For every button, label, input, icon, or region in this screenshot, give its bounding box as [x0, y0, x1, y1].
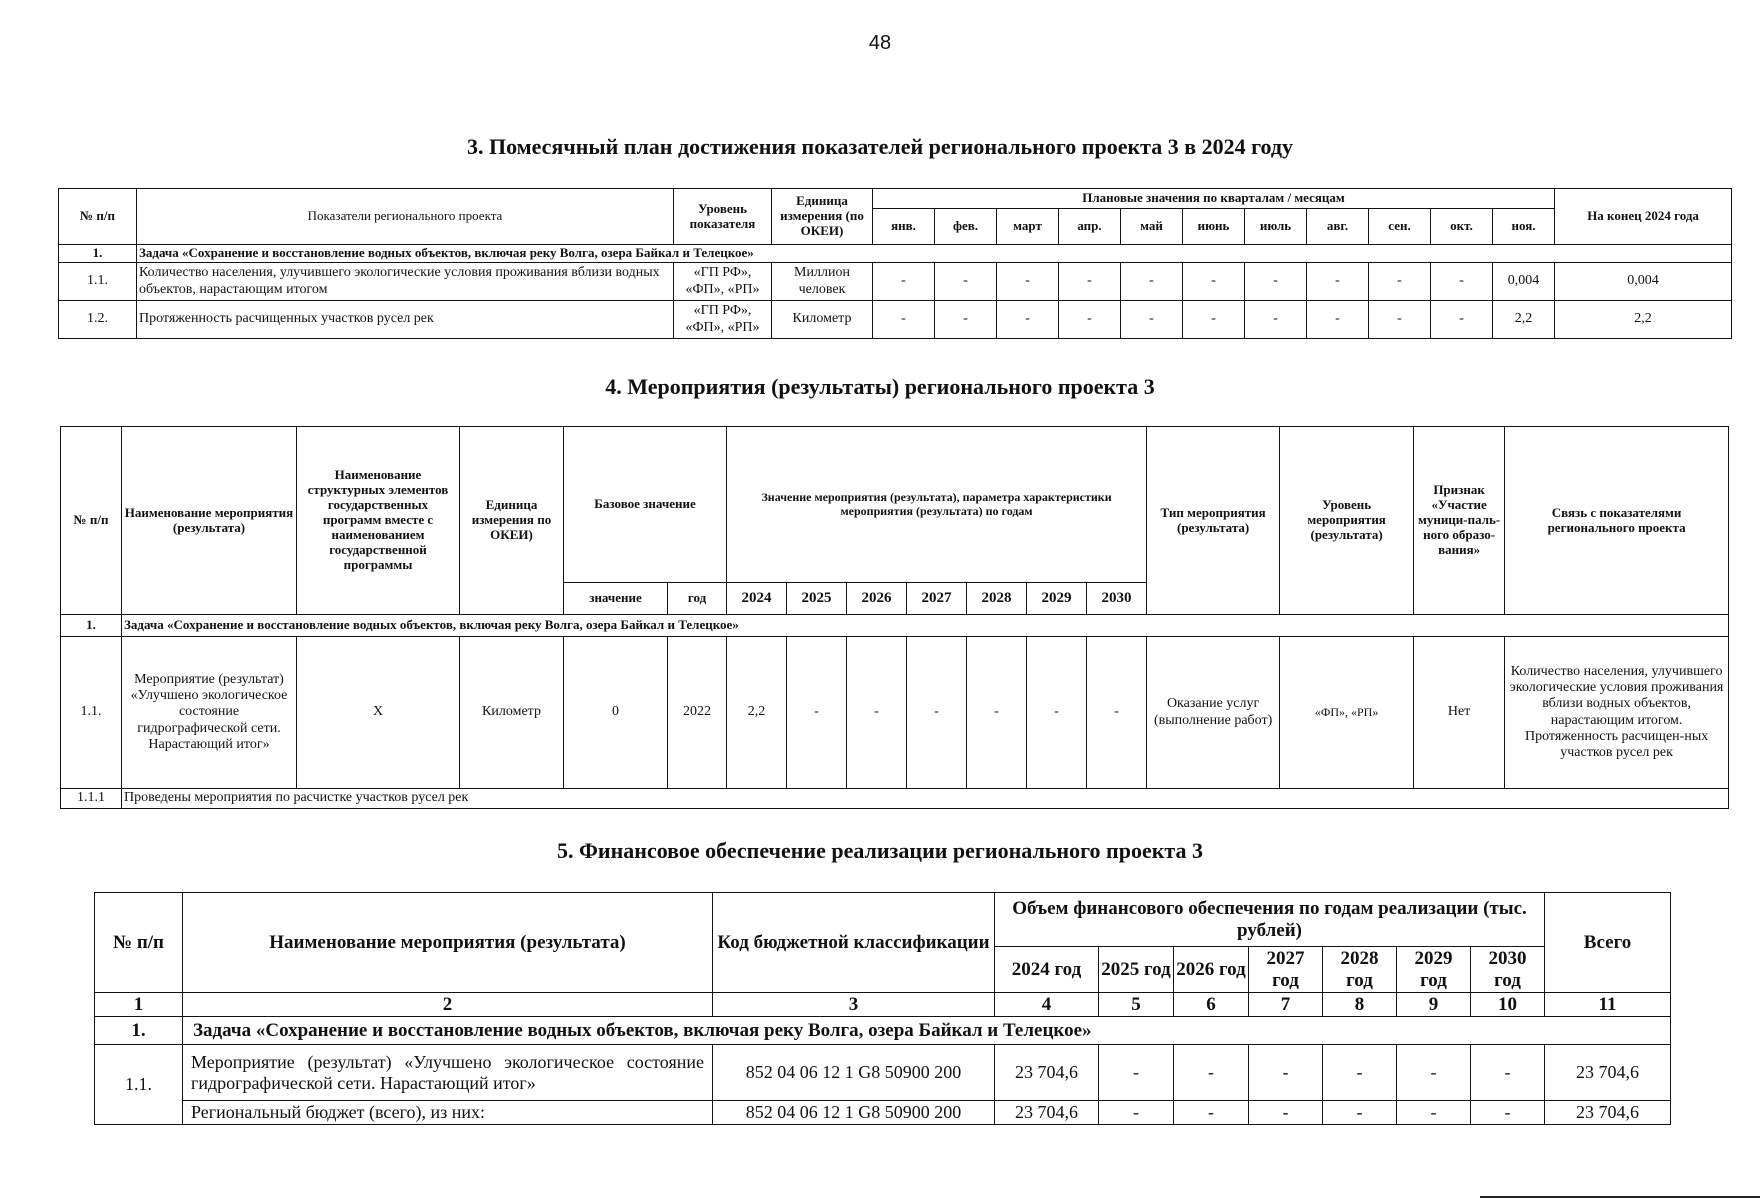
month-header: сен. [1369, 209, 1431, 245]
table-row [61, 637, 1729, 789]
year-value: - [967, 637, 1027, 789]
row-name: Мероприятие (результат) «Улучшено экологическое состояние гидрографической сети. Нарастающий итог» [122, 637, 297, 789]
section4-title: 4. Мероприятия (результаты) регионального проекта 3 [605, 374, 1155, 399]
month-value: 2,2 [1493, 301, 1555, 339]
year-header: 2029 [1027, 583, 1087, 615]
task-num: 1. [59, 245, 137, 263]
month-header: май [1121, 209, 1183, 245]
month-header: март [997, 209, 1059, 245]
year-value: 23 704,6 [995, 1101, 1099, 1125]
year-value: - [1174, 1045, 1249, 1101]
header-level: Уровень мероприятия (результата) [1280, 427, 1414, 615]
row-link: Количество населения, улучившего экологические условия проживания вблизи водных объектов, нарастающим итогом. Протяженность расчищен-ных участков русел рек [1505, 637, 1729, 789]
header-base: Базовое значение [564, 427, 727, 583]
monthly-plan-table [58, 188, 1732, 339]
year-header: 2028 [967, 583, 1027, 615]
header-values: Значение мероприятия (результата), параметра характеристики мероприятия (результата) по годам [727, 427, 1147, 583]
task-text: Задача «Сохранение и восстановление водных объектов, включая реку Волга, озера Байкал и Телецкое» [137, 245, 1732, 263]
year-header: 2027 [907, 583, 967, 615]
column-number: 2 [183, 993, 713, 1017]
month-value: - [935, 263, 997, 301]
month-value: - [1369, 301, 1431, 339]
sub-text: Проведены мероприятия по расчистке участков русел рек [122, 789, 1729, 809]
header-name: Наименование мероприятия (результата) [183, 893, 713, 993]
month-value: - [1431, 301, 1493, 339]
year-value: - [1099, 1045, 1174, 1101]
month-value: - [1245, 301, 1307, 339]
row-unit: Миллион человек [772, 263, 873, 301]
year-header: 2024 год [995, 947, 1099, 993]
year-value: - [1087, 637, 1147, 789]
year-value: - [847, 637, 907, 789]
column-number: 10 [1471, 993, 1545, 1017]
month-header: ноя. [1493, 209, 1555, 245]
column-number: 9 [1397, 993, 1471, 1017]
month-header: янв. [873, 209, 935, 245]
year-value: - [1323, 1101, 1397, 1125]
row-base-value: 0 [564, 637, 668, 789]
year-value: - [787, 637, 847, 789]
month-value: - [873, 263, 935, 301]
month-value: - [1183, 263, 1245, 301]
year-value: - [1471, 1045, 1545, 1101]
month-value: - [1059, 263, 1121, 301]
row-level: «ГП РФ», «ФП», «РП» [674, 301, 772, 339]
month-header: июнь [1183, 209, 1245, 245]
row-name: Протяженность расчищенных участков русел рек [137, 301, 674, 339]
sub-num: 1.1.1 [61, 789, 122, 809]
year-header: 2030 год [1471, 947, 1545, 993]
month-header: окт. [1431, 209, 1493, 245]
table-row [95, 1045, 1671, 1101]
row-name: Региональный бюджет (всего), из них: [183, 1101, 713, 1125]
column-number: 11 [1545, 993, 1671, 1017]
month-value: - [997, 263, 1059, 301]
row-num: 1.1. [95, 1045, 183, 1125]
month-value: - [1059, 301, 1121, 339]
year-value: - [1174, 1101, 1249, 1125]
row-num: 1.1. [59, 263, 137, 301]
month-value: 0,004 [1493, 263, 1555, 301]
row-num: 1.1. [61, 637, 122, 789]
task-num: 1. [95, 1017, 183, 1045]
month-value: - [1121, 263, 1183, 301]
month-header: апр. [1059, 209, 1121, 245]
table-row [59, 263, 1732, 301]
column-number: 1 [95, 993, 183, 1017]
month-value: - [997, 301, 1059, 339]
row-base-year: 2022 [668, 637, 727, 789]
year-value: - [1323, 1045, 1397, 1101]
financing-table [94, 892, 1671, 1125]
end-value: 2,2 [1555, 301, 1732, 339]
page-edge-line [1480, 1196, 1760, 1198]
header-total: Всего [1545, 893, 1671, 993]
task-text: Задача «Сохранение и восстановление водных объектов, включая реку Волга, озера Байкал и Телецкое» [183, 1017, 1671, 1045]
row-code: 852 04 06 12 1 G8 50900 200 [713, 1045, 995, 1101]
header-level: Уровень показателя [674, 189, 772, 245]
year-value: - [1249, 1101, 1323, 1125]
year-header: 2029 год [1397, 947, 1471, 993]
row-municipal: Нет [1414, 637, 1505, 789]
year-value: - [1249, 1045, 1323, 1101]
header-municipal: Признак «Участие муници-паль-ного образо-вания» [1414, 427, 1505, 615]
header-unit: Единица измерения по ОКЕИ) [460, 427, 564, 615]
header-num: № п/п [61, 427, 122, 615]
row-code: 852 04 06 12 1 G8 50900 200 [713, 1101, 995, 1125]
row-type: Оказание услуг (выполнение работ) [1147, 637, 1280, 789]
month-header: июль [1245, 209, 1307, 245]
header-link: Связь с показателями регионального проекта [1505, 427, 1729, 615]
month-value: - [1121, 301, 1183, 339]
section3-title: 3. Помесячный план достижения показателей регионального проекта 3 в 2024 году [466, 134, 1294, 159]
year-header: 2026 год [1174, 947, 1249, 993]
row-structural: X [297, 637, 460, 789]
year-header: 2030 [1087, 583, 1147, 615]
year-header: 2025 [787, 583, 847, 615]
header-unit: Единица измерения (по ОКЕИ) [772, 189, 873, 245]
column-number: 3 [713, 993, 995, 1017]
end-value: 0,004 [1555, 263, 1732, 301]
year-value: - [1027, 637, 1087, 789]
header-structural: Наименование структурных элементов государственных программ вместе с наименованием государственной программы [297, 427, 460, 615]
row-unit: Километр [772, 301, 873, 339]
column-number: 7 [1249, 993, 1323, 1017]
row-num: 1.2. [59, 301, 137, 339]
month-value: - [935, 301, 997, 339]
year-header: 2028 год [1323, 947, 1397, 993]
month-header: авг. [1307, 209, 1369, 245]
month-value: - [1369, 263, 1431, 301]
year-value: - [1099, 1101, 1174, 1125]
year-header: 2024 [727, 583, 787, 615]
activities-table [60, 426, 1729, 809]
row-level: «ГП РФ», «ФП», «РП» [674, 263, 772, 301]
column-number: 5 [1099, 993, 1174, 1017]
month-value: - [1307, 301, 1369, 339]
row-name: Количество населения, улучившего экологические условия проживания вблизи водных объектов, нарастающим итогом [137, 263, 674, 301]
header-code: Код бюджетной классификации [713, 893, 995, 993]
year-header: 2027 год [1249, 947, 1323, 993]
year-value: - [907, 637, 967, 789]
column-number: 4 [995, 993, 1099, 1017]
row-name: Мероприятие (результат) «Улучшено экологическое состояние гидрографической сети. Нарастающий итог» [183, 1045, 713, 1101]
year-value: - [1397, 1101, 1471, 1125]
header-planned: Плановые значения по кварталам / месяцам [873, 189, 1555, 209]
header-name: Наименование мероприятия (результата) [122, 427, 297, 615]
table-row [95, 1101, 1671, 1125]
month-value: - [1307, 263, 1369, 301]
header-value-label: значение [564, 583, 668, 615]
row-unit: Километр [460, 637, 564, 789]
header-year-label: год [668, 583, 727, 615]
header-end-of-year: На конец 2024 года [1555, 189, 1732, 245]
row-total: 23 704,6 [1545, 1101, 1671, 1125]
month-value: - [873, 301, 935, 339]
month-value: - [1245, 263, 1307, 301]
header-num: № п/п [59, 189, 137, 245]
year-value: 23 704,6 [995, 1045, 1099, 1101]
header-type: Тип мероприятия (результата) [1147, 427, 1280, 615]
column-number: 6 [1174, 993, 1249, 1017]
month-value: - [1431, 263, 1493, 301]
task-text: Задача «Сохранение и восстановление водных объектов, включая реку Волга, озера Байкал и Телецкое» [122, 615, 1729, 637]
page-number: 48 [868, 32, 892, 54]
month-header: фев. [935, 209, 997, 245]
section5-title: 5. Финансовое обеспечение реализации регионального проекта 3 [557, 838, 1203, 863]
month-value: - [1183, 301, 1245, 339]
header-num: № п/п [95, 893, 183, 993]
year-value: - [1471, 1101, 1545, 1125]
year-value: - [1397, 1045, 1471, 1101]
task-num: 1. [61, 615, 122, 637]
row-total: 23 704,6 [1545, 1045, 1671, 1101]
header-volume: Объем финансового обеспечения по годам реализации (тыс. рублей) [995, 893, 1545, 947]
row-level: «ФП», «РП» [1280, 637, 1414, 789]
table-row [59, 301, 1732, 339]
year-header: 2025 год [1099, 947, 1174, 993]
year-value: 2,2 [727, 637, 787, 789]
column-number: 8 [1323, 993, 1397, 1017]
year-header: 2026 [847, 583, 907, 615]
header-indicator: Показатели регионального проекта [137, 189, 674, 245]
